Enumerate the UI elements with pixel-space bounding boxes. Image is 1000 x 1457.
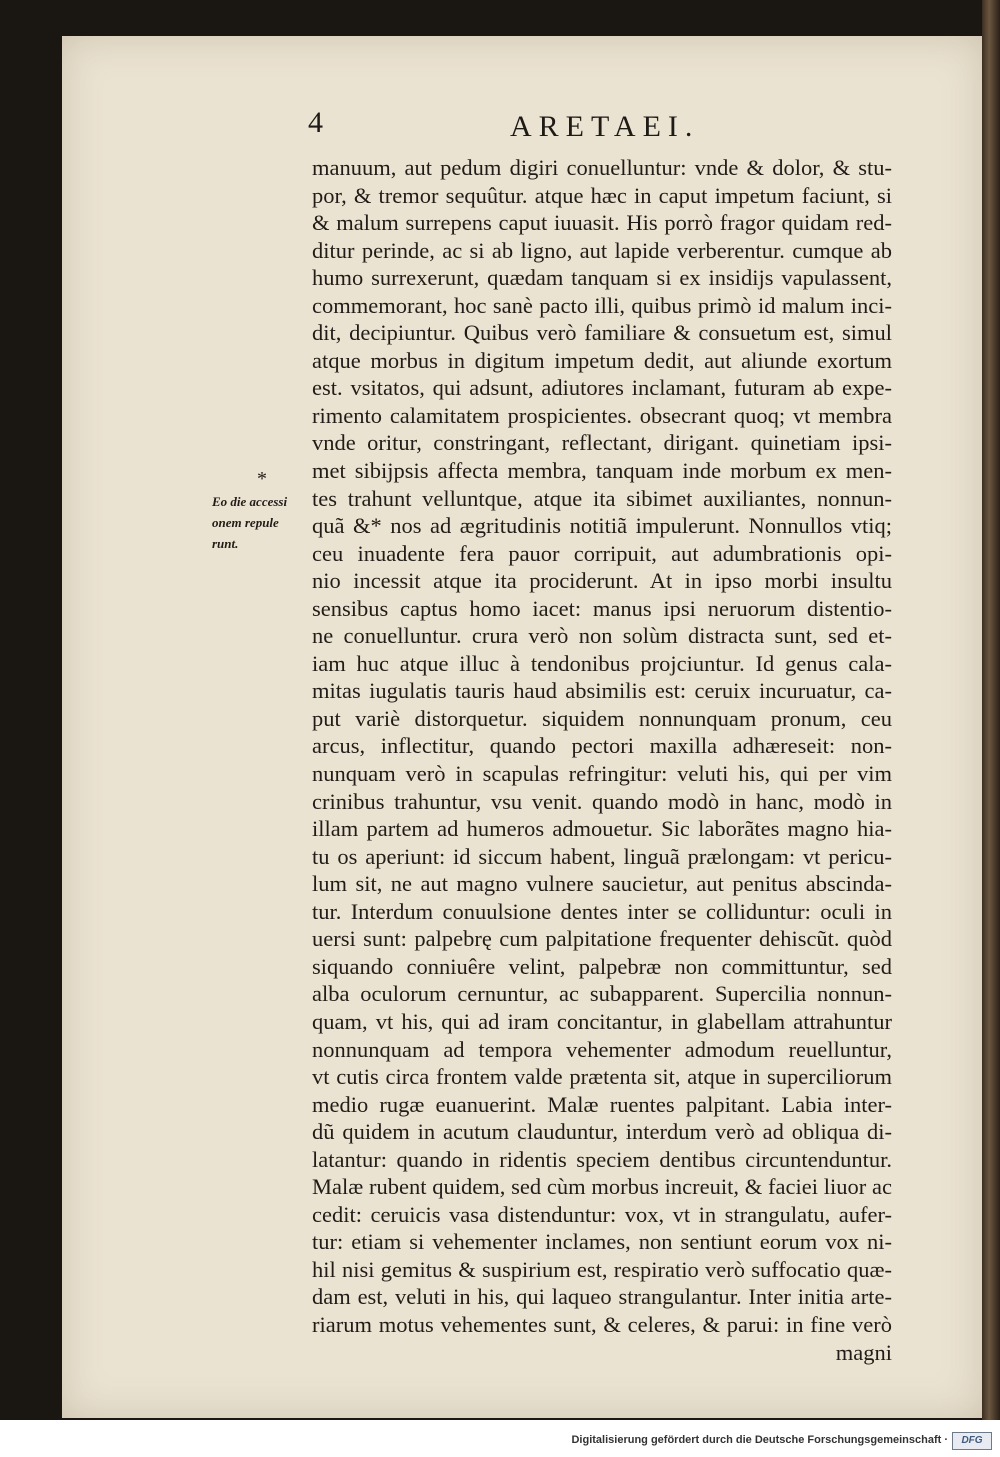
text-line: atque morbus in digitum impetum dedit, aut aliunde exortum <box>312 347 892 373</box>
dfg-logo: DFG <box>952 1432 992 1450</box>
text-line: tu os aperiunt: id siccum habent, linguã prælongam: vt pericu- <box>312 843 892 869</box>
text-line: uersi sunt: palpebrę cum palpitatione frequenter dehiscũt. quòd <box>312 926 892 952</box>
marginal-note <box>212 491 292 554</box>
text-line: sensibus captus homo iacet: manus ipsi neruorum distentio- <box>312 595 892 621</box>
text-line: quam, vt his, qui ad iram concitantur, in glabellam attrahuntur <box>312 1008 892 1034</box>
text-line: est. vsitatos, qui adsunt, adiutores inclamant, futuram ab expe- <box>312 375 892 401</box>
text-line: cedit: ceruicis vasa distenduntur: vox, vt in strangulatu, aufer- <box>312 1201 892 1227</box>
text-line: dam est, veluti in his, qui laqueo strangulantur. Inter initia arte- <box>312 1284 892 1310</box>
footer-credit: Digitalisierung gefördert durch die Deutsche Forschungsgemeinschaft · <box>571 1434 948 1446</box>
text-line: manuum, aut pedum digiri conuelluntur: vnde & dolor, & stu- <box>312 155 892 180</box>
text-line: riarum motus vehementes sunt, & celeres, & parui: in fine verò <box>312 1311 892 1337</box>
text-line: illam partem ad humeros admouetur. Sic laborãtes magno hia- <box>312 816 892 842</box>
text-line: dit, decipiuntur. Quibus verò familiare & consuetum est, simul <box>312 320 892 346</box>
text-line: mitas iugulatis tauris haud absimilis est: ceruix incuruatur, ca- <box>312 678 892 704</box>
text-line: ditur perinde, ac si ab ligno, aut lapide verberentur. cumque ab <box>312 237 892 263</box>
text-line: ne conuelluntur. crura verò non solùm distracta sunt, sed et- <box>312 623 892 649</box>
text-line: vt cutis circa frontem valde prætenta sit, atque in superciliorum <box>312 1064 892 1090</box>
text-line: arcus, inflectitur, quando pectori maxilla adhæreseit: non- <box>312 733 892 759</box>
page-number: 4 <box>308 106 323 139</box>
text-line: commemorant, hoc sanè pacto illi, quibus primò id malum inci- <box>312 292 892 318</box>
text-line: & malum surrepens caput iuuasit. His porrò fragor quidam red- <box>312 210 892 236</box>
body-text <box>312 154 892 1366</box>
text-line: nio incessit atque ita prociderunt. At in ipso morbi insultu <box>312 568 892 594</box>
text-line: nunquam verò in scapulas refringitur: veluti his, qui per vim <box>312 761 892 787</box>
text-line: ceu inuadente fera pauor corripuit, aut adumbrationis opi- <box>312 540 892 566</box>
marginal-note-line: Eo die accessi <box>212 494 288 509</box>
text-line: magni <box>835 1339 892 1365</box>
text-line: alba oculorum cernuntur, ac subapparent. Supercilia nonnun- <box>312 981 892 1007</box>
text-line: Malæ rubent quidem, sed cùm morbus increuit, & faciei liuor ac <box>312 1174 892 1200</box>
marginal-note-line: runt. <box>212 536 239 551</box>
text-line: humo surrexerunt, quædam tanquam si ex insidijs vapulassent, <box>312 265 892 291</box>
digitization-footer <box>0 1420 1000 1457</box>
text-line: tur: etiam si vehementer inclames, non sentiunt eorum vox ni- <box>312 1229 892 1255</box>
text-line: lum sit, ne aut magno vulnere saucietur, aut penitus abscinda- <box>312 871 892 897</box>
text-line: medio rugæ euanuerint. Malæ ruentes palpitant. Labia inter- <box>312 1091 892 1117</box>
book-page <box>62 36 982 1418</box>
text-line: put variè distorquetur. siquidem nonnunquam pronum, ceu <box>312 705 892 731</box>
text-line: vnde oritur, constringant, reflectant, dirigant. quinetiam ipsi- <box>312 430 892 456</box>
text-line: hil nisi gemitus & suspirium est, respiratio verò suffocatio quæ- <box>312 1256 892 1282</box>
text-line: crinibus trahuntur, vsu venit. quando modò in hanc, modò in <box>312 788 892 814</box>
text-line: rimento calamitatem prospicientes. obsecrant quoq; vt membra <box>312 402 892 428</box>
text-line: dũ quidem in acutum clauduntur, interdum verò ad obliqua di- <box>312 1119 892 1145</box>
text-line: tur. Interdum conuulsione dentes inter se colliduntur: oculi in <box>312 898 892 924</box>
marginal-note-line: onem repule <box>212 515 279 530</box>
text-line: siquando conniuêre velint, palpebræ non committuntur, sed <box>312 953 892 979</box>
running-title: ARETAEI. <box>510 110 700 143</box>
book-spine <box>982 0 1000 1420</box>
marginal-asterisk: * <box>257 468 267 490</box>
text-line: nonnunquam ad tempora vehementer admodum reuelluntur, <box>312 1036 892 1062</box>
text-line: met sibijpsis affecta membra, tanquam inde morbum ex men- <box>312 458 892 484</box>
text-line: por, & tremor sequûtur. atque hæc in caput impetum faciunt, si <box>312 182 892 208</box>
text-line: tes trahunt velluntque, atque ita sibimet auxiliantes, nonnun- <box>312 485 892 511</box>
text-line: iam huc atque illuc à tendonibus projciuntur. Id genus cala- <box>312 650 892 676</box>
text-line: latantur: quando in ridentis speciem dentibus circuntenduntur. <box>312 1146 892 1172</box>
text-line: quã &* nos ad ægritudinis notitiã impulerunt. Nonnullos vtiq; <box>312 513 892 539</box>
